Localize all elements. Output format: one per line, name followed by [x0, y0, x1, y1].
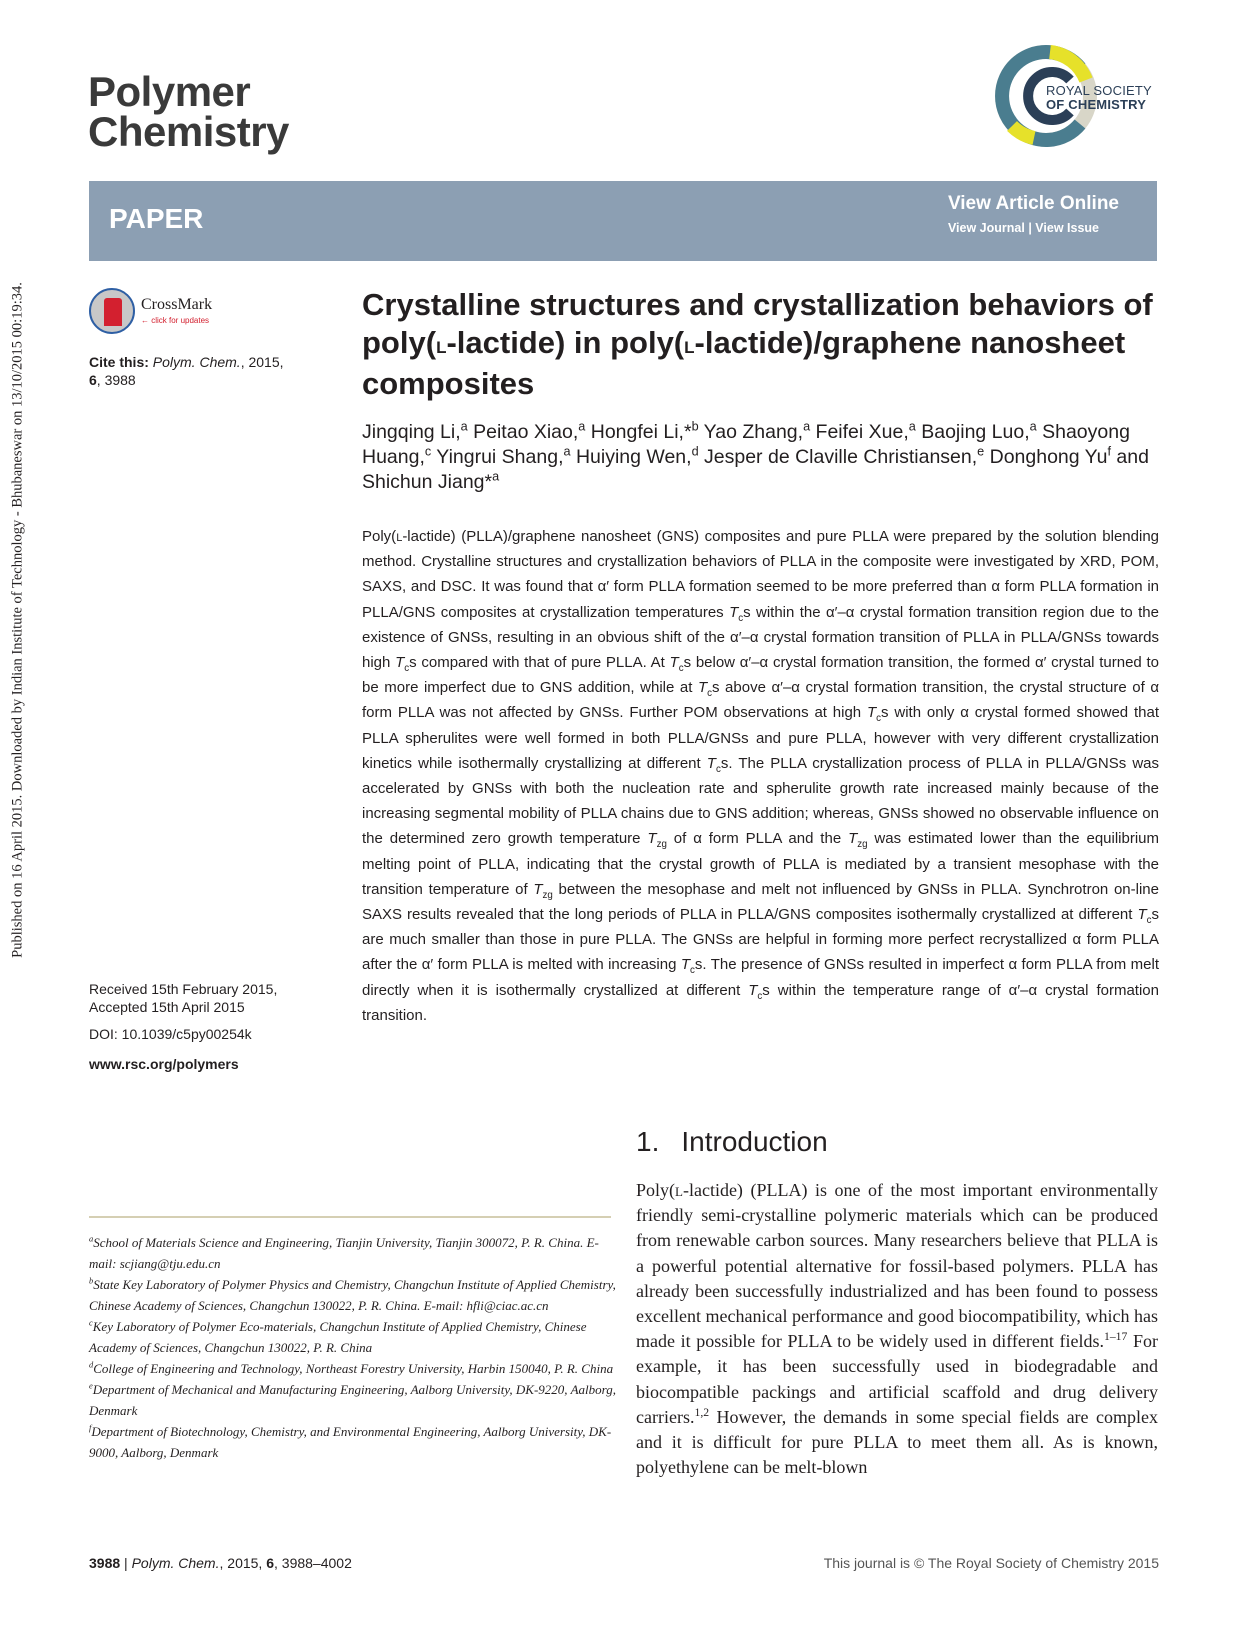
article-title-text: Crystalline structures and crystallization behaviors of poly(l-lactide) in poly(l-lactide)/graphene nanosheet composites — [362, 287, 1153, 401]
accepted-date: Accepted 15th April 2015 — [89, 999, 245, 1015]
page-footer-left — [89, 1555, 352, 1571]
crossmark-sub: ← click for updates — [141, 316, 210, 325]
citation — [89, 353, 319, 389]
affiliation-item: $^b$State Key Laboratory of Polymer Physics and Chemistry, Changchun Institute of Applied Chemistry, Chinese Academy of Sciences, Changchun 130022, P. R. China. E-mail: hfli@ciac.ac.cn — [89, 1275, 616, 1313]
crossmark-badge[interactable] — [89, 288, 229, 338]
introduction-body — [636, 1178, 1158, 1480]
article-title — [362, 286, 1162, 403]
cite-prefix: Cite this: — [89, 354, 149, 370]
journal-title — [88, 68, 289, 155]
section-title: Introduction — [681, 1126, 828, 1157]
abstract-text: Poly(l-lactide) (PLLA)/graphene nanosheet (GNS) composites and pure PLLA were prepared by the solution blending method. Crystalline structures and crystallization behaviors of PLLA in the composite were investigated by XRD, POM, SAXS, and DSC. It was found that α′ form PLLA formation seemed to be more preferred than α form PLLA formation in PLLA/GNS composites at crystallization temperatures $T_cs$ within the α′–α crystal formation transition region due to the existence of GNSs, resulting in an obvious shift of the α′–α crystal formation transition of PLLA in PLLA/GNSs towards high $T_cs$ compared with that of pure PLLA. At $T_cs$ below α′–α crystal formation transition, the formed α′ crystal turned to be more imperfect due to GNS addition, while at $T_cs$ above α′–α crystal formation transition, the crystal structure of α form PLLA was not affected by GNSs. Further POM observations at high $T_cs$ with only α crystal formed showed that PLLA spherulites were well formed in both PLLA/GNSs and pure PLLA, however with very different crystallization kinetics while isothermally crystallizing at different $T_cs$. The PLLA crystallization process of PLLA in PLLA/GNSs was accelerated by GNSs with both the nucleation rate and spherulite growth rate increased mainly because of the increasing segmental mobility of PLLA chains due to GNS addition; whereas, GNSs showed no observable influence on the determined zero growth temperature $T_{zg}$ of α form PLLA and the $T_{zg}$ was estimated lower than the equilibrium melting point of PLLA, indicating that the crystal growth of PLLA is mediated by a transient mesophase with the transition temperature of $T_{zg}$ between the mesophase and melt not influenced by GNSs in PLLA. Synchrotron on-line SAXS results revealed that the long periods of PLLA in PLLA/GNS composites isothermally crystallized at different $T_cs$ are much smaller than those in pure PLLA. The GNSs are helpful in forming more perfect recrystallized α form PLLA after the α′ form PLLA is melted with increasing $T_cs$. The presence of GNSs resulted in imperfect α form PLLA from melt directly when it is isothermally crystallized at different $T_cs$ within the temperature range of α′–α crystal formation transition. — [362, 528, 1160, 1024]
cite-volume: 6 — [89, 372, 97, 388]
download-notice — [8, 230, 28, 1010]
author-list — [362, 420, 1162, 495]
journal-title-line2: Chemistry — [88, 108, 289, 155]
footer-separator: | — [124, 1555, 128, 1571]
article-links — [948, 193, 1119, 235]
view-journal-link[interactable]: View Journal — [947, 221, 1025, 235]
received-date: Received 15th February 2015, — [89, 981, 278, 997]
affiliation-item: $^d$College of Engineering and Technology, Northeast Forestry University, Harbin 150040, P. R. China — [89, 1359, 614, 1376]
footer-volume: 6 — [266, 1555, 274, 1571]
affiliation-item: $^c$Key Laboratory of Polymer Eco-materials, Changchun Institute of Applied Chemistry, Chinese Academy of Sciences, Changchun 130022, P. R. China — [89, 1317, 587, 1355]
received-dates — [89, 980, 349, 1016]
affiliation-item: $^f$Department of Biotechnology, Chemistry, and Environmental Engineering, Aalborg University, DK-9000, Aalborg, Denmark — [89, 1422, 612, 1460]
footer-year: , 2015, — [219, 1555, 267, 1571]
crossmark-label: CrossMark — [141, 296, 213, 313]
affiliations — [89, 1232, 619, 1463]
section-heading-introduction — [636, 1126, 828, 1158]
page-number: 3988 — [89, 1555, 121, 1571]
page-footer-right: This journal is © The Royal Society of Chemistry 2015 — [823, 1555, 1159, 1571]
author-list-text: Jingqing Li,$^a$ Peitao Xiao,$^a$ Hongfei Li,*$^b$ Yao Zhang,$^a$ Feifei Xue,$^a$ Baojing Luo,$^a$ Shaoyong Huang,$^c$ Yingrui Shang,$^a$ Huiying Wen,$^d$ Jesper de Claville Christiansen,$^e$ Donghong Yu$^f$ and Shichun Jiang*$^a$ — [362, 419, 1149, 493]
rsc-logo-line1: ROYAL SOCIETY — [1046, 83, 1152, 98]
cite-journal: Polym. Chem. — [152, 354, 241, 370]
affiliation-item: $^a$School of Materials Science and Engineering, Tianjin University, Tianjin 300072, P. R. China. E-mail: scjiang@tju.edu.cn — [89, 1233, 599, 1271]
introduction-text: Poly(l-lactide) (PLLA) is one of the most important environmentally friendly semi-crystalline polymeric materials which can be produced from renewable carbon sources. Many researchers believe that PLLA is a powerful potential alternative for fossil-based polymers. PLLA has already been successfully industrialized and has been found to possess excellent mechanical performance and good biocompatibility, which has made it possible for PLLA to be widely used in different fields.$^{1-17}$ For example, it has been successfully used in biodegradable and biocompatible packings and artificial scaffold and drug delivery carriers.$^{1,2}$ However, the demands in some special fields are complex and it is difficult for pure PLLA to meet them all. As is known, polyethylene can be melt-blown — [636, 1180, 1158, 1478]
view-article-online-link[interactable]: View Article Online — [947, 193, 1119, 214]
journal-website-link[interactable]: www.rsc.org/polymers — [89, 1056, 239, 1072]
download-notice-text: Published on 16 April 2015. Downloaded by Indian Institute of Technology - Bhubaneswar on 13/10/2015 00:19:34. — [9, 282, 26, 958]
section-number: 1. — [636, 1126, 660, 1157]
footer-range: , 3988–4002 — [274, 1555, 352, 1571]
cite-year: , 2015, — [240, 354, 284, 370]
rsc-logo-line2: OF CHEMISTRY — [1046, 97, 1147, 112]
article-type-label: PAPER — [109, 203, 204, 234]
footnote-divider — [89, 1216, 611, 1218]
footer-journal: Polym. Chem. — [131, 1555, 220, 1571]
affiliation-item: $^e$Department of Mechanical and Manufacturing Engineering, Aalborg University, DK-9220, Aalborg, Denmark — [89, 1380, 616, 1418]
cite-pages: , 3988 — [96, 372, 136, 388]
rsc-logo[interactable] — [990, 40, 1160, 152]
journal-title-line1: Polymer — [88, 68, 251, 115]
article-type-banner — [89, 181, 1157, 261]
link-separator: | — [1028, 221, 1032, 235]
abstract — [362, 524, 1159, 1028]
view-issue-link[interactable]: View Issue — [1035, 221, 1099, 235]
article-sublinks — [948, 221, 1119, 235]
crossmark-icon — [89, 288, 135, 334]
doi[interactable]: DOI: 10.1039/c5py00254k — [89, 1026, 252, 1042]
rsc-logo-text — [1046, 84, 1152, 112]
